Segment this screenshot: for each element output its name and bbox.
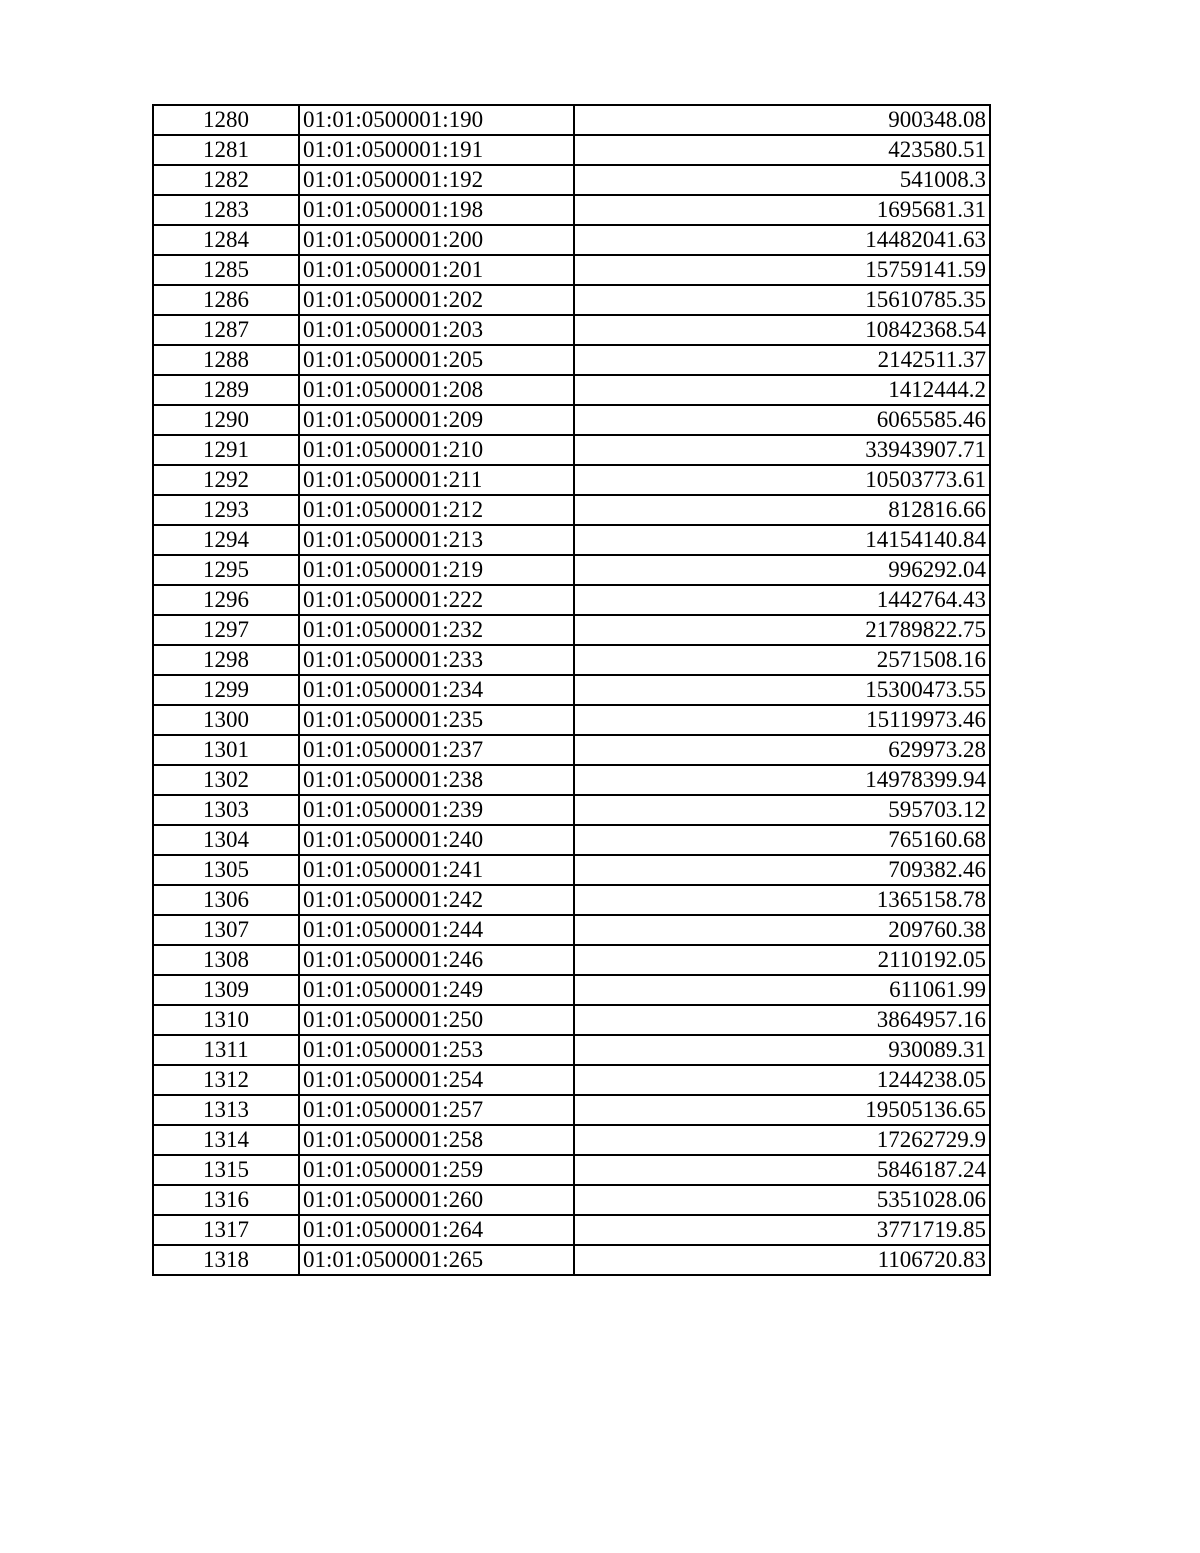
cadastral-number-cell: 01:01:0500001:201 xyxy=(299,255,574,285)
table-row xyxy=(153,855,990,885)
cadastral-number-cell: 01:01:0500001:235 xyxy=(299,705,574,735)
table-row xyxy=(153,135,990,165)
cadastral-number-cell: 01:01:0500001:260 xyxy=(299,1185,574,1215)
table-row xyxy=(153,585,990,615)
table-row xyxy=(153,1125,990,1155)
row-number-cell: 1280 xyxy=(153,105,299,135)
value-cell: 2110192.05 xyxy=(574,945,990,975)
table-row xyxy=(153,615,990,645)
row-number-cell: 1317 xyxy=(153,1215,299,1245)
row-number-cell: 1309 xyxy=(153,975,299,1005)
value-cell: 5351028.06 xyxy=(574,1185,990,1215)
cadastral-number-cell: 01:01:0500001:192 xyxy=(299,165,574,195)
table-row xyxy=(153,645,990,675)
table-row xyxy=(153,975,990,1005)
row-number-cell: 1314 xyxy=(153,1125,299,1155)
row-number-cell: 1302 xyxy=(153,765,299,795)
row-number-cell: 1298 xyxy=(153,645,299,675)
cadastral-number-cell: 01:01:0500001:233 xyxy=(299,645,574,675)
value-cell: 930089.31 xyxy=(574,1035,990,1065)
cadastral-number-cell: 01:01:0500001:239 xyxy=(299,795,574,825)
row-number-cell: 1290 xyxy=(153,405,299,435)
table-row xyxy=(153,165,990,195)
row-number-cell: 1300 xyxy=(153,705,299,735)
cadastral-number-cell: 01:01:0500001:219 xyxy=(299,555,574,585)
value-cell: 1106720.83 xyxy=(574,1245,990,1275)
row-number-cell: 1311 xyxy=(153,1035,299,1065)
table-row xyxy=(153,285,990,315)
value-cell: 900348.08 xyxy=(574,105,990,135)
row-number-cell: 1315 xyxy=(153,1155,299,1185)
cadastral-number-cell: 01:01:0500001:237 xyxy=(299,735,574,765)
table-row xyxy=(153,675,990,705)
row-number-cell: 1304 xyxy=(153,825,299,855)
cadastral-number-cell: 01:01:0500001:202 xyxy=(299,285,574,315)
cadastral-number-cell: 01:01:0500001:212 xyxy=(299,495,574,525)
row-number-cell: 1301 xyxy=(153,735,299,765)
cadastral-number-cell: 01:01:0500001:249 xyxy=(299,975,574,1005)
row-number-cell: 1296 xyxy=(153,585,299,615)
cadastral-number-cell: 01:01:0500001:259 xyxy=(299,1155,574,1185)
table-row xyxy=(153,1155,990,1185)
row-number-cell: 1286 xyxy=(153,285,299,315)
value-cell: 10503773.61 xyxy=(574,465,990,495)
row-number-cell: 1288 xyxy=(153,345,299,375)
value-cell: 33943907.71 xyxy=(574,435,990,465)
table-row xyxy=(153,915,990,945)
value-cell: 611061.99 xyxy=(574,975,990,1005)
row-number-cell: 1282 xyxy=(153,165,299,195)
table-row xyxy=(153,795,990,825)
table-row xyxy=(153,525,990,555)
value-cell: 3864957.16 xyxy=(574,1005,990,1035)
table-row xyxy=(153,885,990,915)
table-row xyxy=(153,1005,990,1035)
value-cell: 541008.3 xyxy=(574,165,990,195)
row-number-cell: 1313 xyxy=(153,1095,299,1125)
row-number-cell: 1285 xyxy=(153,255,299,285)
cadastral-number-cell: 01:01:0500001:246 xyxy=(299,945,574,975)
table-row xyxy=(153,1035,990,1065)
row-number-cell: 1294 xyxy=(153,525,299,555)
value-cell: 5846187.24 xyxy=(574,1155,990,1185)
table-row xyxy=(153,375,990,405)
value-cell: 1244238.05 xyxy=(574,1065,990,1095)
row-number-cell: 1303 xyxy=(153,795,299,825)
cadastral-number-cell: 01:01:0500001:257 xyxy=(299,1095,574,1125)
value-cell: 209760.38 xyxy=(574,915,990,945)
row-number-cell: 1307 xyxy=(153,915,299,945)
cadastral-number-cell: 01:01:0500001:210 xyxy=(299,435,574,465)
value-cell: 14154140.84 xyxy=(574,525,990,555)
cadastral-number-cell: 01:01:0500001:198 xyxy=(299,195,574,225)
row-number-cell: 1316 xyxy=(153,1185,299,1215)
cadastral-number-cell: 01:01:0500001:238 xyxy=(299,765,574,795)
row-number-cell: 1310 xyxy=(153,1005,299,1035)
cadastral-number-cell: 01:01:0500001:264 xyxy=(299,1215,574,1245)
value-cell: 14482041.63 xyxy=(574,225,990,255)
row-number-cell: 1308 xyxy=(153,945,299,975)
table-row xyxy=(153,495,990,525)
table-row xyxy=(153,195,990,225)
value-cell: 595703.12 xyxy=(574,795,990,825)
value-cell: 1365158.78 xyxy=(574,885,990,915)
cadastral-value-table xyxy=(152,104,991,1276)
row-number-cell: 1281 xyxy=(153,135,299,165)
row-number-cell: 1295 xyxy=(153,555,299,585)
table-row xyxy=(153,255,990,285)
row-number-cell: 1299 xyxy=(153,675,299,705)
row-number-cell: 1312 xyxy=(153,1065,299,1095)
cadastral-number-cell: 01:01:0500001:234 xyxy=(299,675,574,705)
value-cell: 3771719.85 xyxy=(574,1215,990,1245)
table-row xyxy=(153,465,990,495)
row-number-cell: 1287 xyxy=(153,315,299,345)
table-row xyxy=(153,225,990,255)
table-row xyxy=(153,345,990,375)
row-number-cell: 1318 xyxy=(153,1245,299,1275)
table-row xyxy=(153,105,990,135)
row-number-cell: 1305 xyxy=(153,855,299,885)
row-number-cell: 1289 xyxy=(153,375,299,405)
cadastral-number-cell: 01:01:0500001:191 xyxy=(299,135,574,165)
value-cell: 10842368.54 xyxy=(574,315,990,345)
table-row xyxy=(153,1185,990,1215)
table-row xyxy=(153,765,990,795)
row-number-cell: 1297 xyxy=(153,615,299,645)
value-cell: 21789822.75 xyxy=(574,615,990,645)
value-cell: 14978399.94 xyxy=(574,765,990,795)
cadastral-number-cell: 01:01:0500001:258 xyxy=(299,1125,574,1155)
row-number-cell: 1293 xyxy=(153,495,299,525)
cadastral-number-cell: 01:01:0500001:254 xyxy=(299,1065,574,1095)
value-cell: 423580.51 xyxy=(574,135,990,165)
cadastral-number-cell: 01:01:0500001:250 xyxy=(299,1005,574,1035)
cadastral-number-cell: 01:01:0500001:205 xyxy=(299,345,574,375)
row-number-cell: 1292 xyxy=(153,465,299,495)
value-cell: 629973.28 xyxy=(574,735,990,765)
value-cell: 1442764.43 xyxy=(574,585,990,615)
cadastral-number-cell: 01:01:0500001:241 xyxy=(299,855,574,885)
value-cell: 812816.66 xyxy=(574,495,990,525)
value-cell: 2142511.37 xyxy=(574,345,990,375)
value-cell: 15119973.46 xyxy=(574,705,990,735)
cadastral-number-cell: 01:01:0500001:190 xyxy=(299,105,574,135)
value-cell: 765160.68 xyxy=(574,825,990,855)
table-row xyxy=(153,825,990,855)
cadastral-number-cell: 01:01:0500001:232 xyxy=(299,615,574,645)
cadastral-number-cell: 01:01:0500001:240 xyxy=(299,825,574,855)
value-cell: 15610785.35 xyxy=(574,285,990,315)
table-row xyxy=(153,735,990,765)
value-cell: 2571508.16 xyxy=(574,645,990,675)
value-cell: 15759141.59 xyxy=(574,255,990,285)
value-cell: 1695681.31 xyxy=(574,195,990,225)
value-cell: 6065585.46 xyxy=(574,405,990,435)
cadastral-number-cell: 01:01:0500001:209 xyxy=(299,405,574,435)
table-row xyxy=(153,945,990,975)
cadastral-number-cell: 01:01:0500001:211 xyxy=(299,465,574,495)
value-cell: 19505136.65 xyxy=(574,1095,990,1125)
cadastral-number-cell: 01:01:0500001:222 xyxy=(299,585,574,615)
cadastral-number-cell: 01:01:0500001:208 xyxy=(299,375,574,405)
table-row xyxy=(153,315,990,345)
value-cell: 15300473.55 xyxy=(574,675,990,705)
cadastral-number-cell: 01:01:0500001:242 xyxy=(299,885,574,915)
cadastral-number-cell: 01:01:0500001:265 xyxy=(299,1245,574,1275)
table-row xyxy=(153,1215,990,1245)
value-cell: 17262729.9 xyxy=(574,1125,990,1155)
value-cell: 1412444.2 xyxy=(574,375,990,405)
table-row xyxy=(153,705,990,735)
cadastral-number-cell: 01:01:0500001:203 xyxy=(299,315,574,345)
table-row xyxy=(153,555,990,585)
table-row xyxy=(153,1245,990,1275)
table-row xyxy=(153,405,990,435)
row-number-cell: 1291 xyxy=(153,435,299,465)
table-row xyxy=(153,435,990,465)
row-number-cell: 1283 xyxy=(153,195,299,225)
cadastral-number-cell: 01:01:0500001:244 xyxy=(299,915,574,945)
table-row xyxy=(153,1065,990,1095)
row-number-cell: 1306 xyxy=(153,885,299,915)
cadastral-number-cell: 01:01:0500001:253 xyxy=(299,1035,574,1065)
value-cell: 996292.04 xyxy=(574,555,990,585)
value-cell: 709382.46 xyxy=(574,855,990,885)
table-body xyxy=(153,105,990,1275)
row-number-cell: 1284 xyxy=(153,225,299,255)
cadastral-number-cell: 01:01:0500001:213 xyxy=(299,525,574,555)
table-row xyxy=(153,1095,990,1125)
cadastral-number-cell: 01:01:0500001:200 xyxy=(299,225,574,255)
